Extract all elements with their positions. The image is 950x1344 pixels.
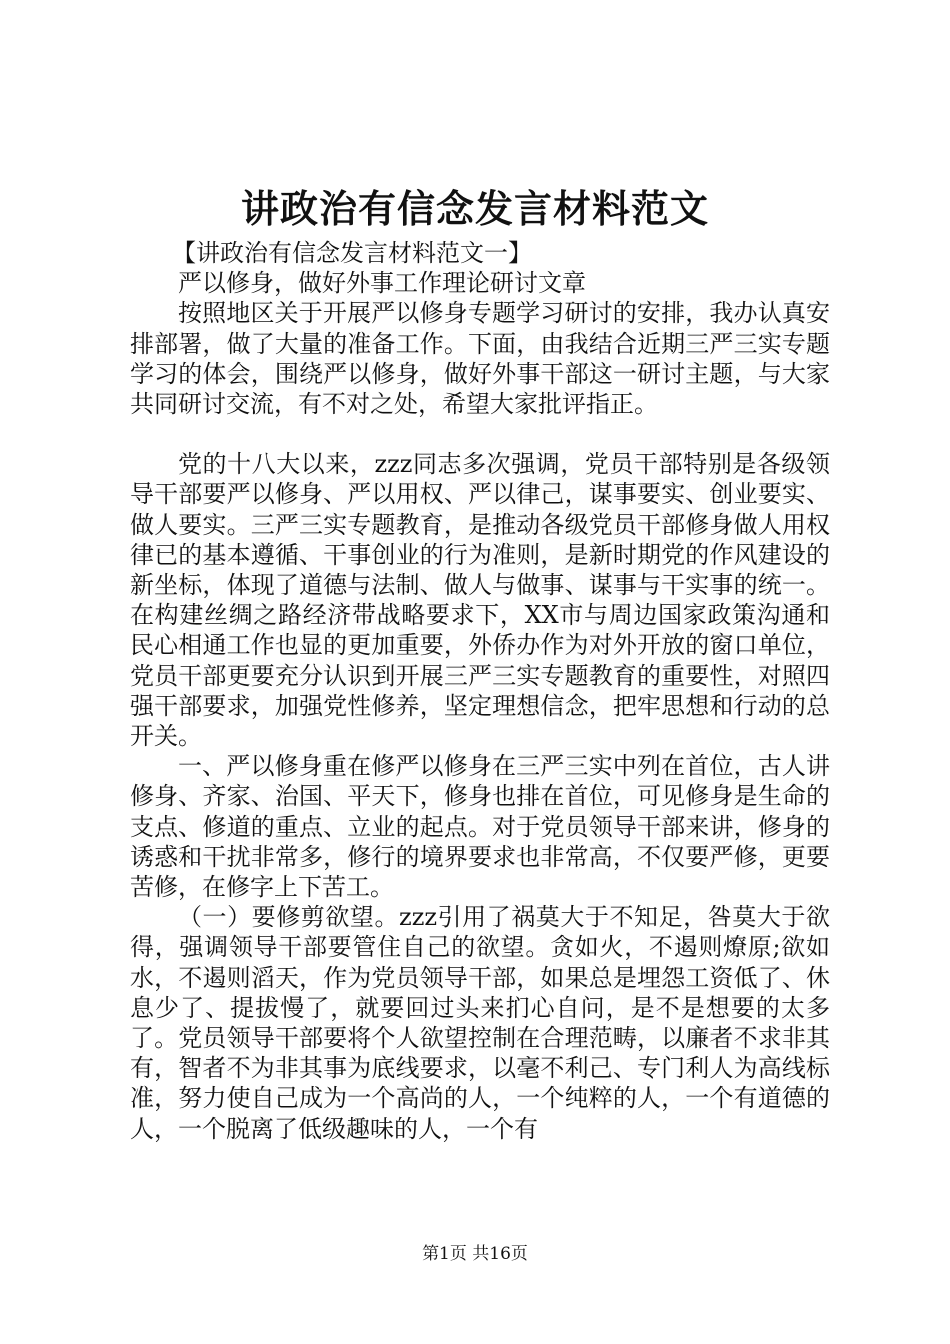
section-heading: 【讲政治有信念发言材料范文一】	[172, 239, 532, 267]
paragraph-section-one: 一、严以修身重在修严以修身在三严三实中列在首位，古人讲修身、齐家、治国、平天下，修身也排在首位，可见修身是生命的支点、修道的重点、立业的起点。对于党员领导干部来讲，修身的诱惑和干扰非常多，修行的境界要求也非常高，不仅要严修，更要苦修，在修字上下苦工。	[130, 752, 830, 902]
paragraph-subtitle: 严以修身，做好外事工作理论研讨文章	[178, 269, 586, 298]
paragraph-subsection-one: （一）要修剪欲望。zzz引用了祸莫大于不知足，咎莫大于欲得，强调领导干部要管住自己的欲望。贪如火，不遏则燎原;欲如水，不遏则滔天，作为党员领导干部，如果总是埋怨工资低了、休息少了、提拔慢了，就要回过头来扪心自问，是不是想要的太多了。党员领导干部要将个人欲望控制在合理范畴，以廉者不求非其有，智者不为非其事为底线要求，以毫不利己、专门利人为高线标准，努力使自己成为一个高尚的人，一个纯粹的人，一个有道德的人，一个脱离了低级趣味的人，一个有	[130, 903, 830, 1143]
paragraph-intro: 按照地区关于开展严以修身专题学习研讨的安排，我办认真安排部署，做了大量的准备工作。下面，由我结合近期三严三实专题学习的体会，围绕严以修身，做好外事干部这一研讨主题，与大家共同研讨交流，有不对之处，希望大家批评指正。	[130, 299, 830, 419]
document-body	[130, 238, 830, 1144]
paragraph-background: 党的十八大以来，zzz同志多次强调，党员干部特别是各级领导干部要严以修身、严以用权、严以律己，谋事要实、创业要实、做人要实。三严三实专题教育，是推动各级党员干部修身做人用权律已的基本遵循、干事创业的行为准则，是新时期党的作风建设的新坐标，体现了道德与法制、做人与做事、谋事与干实事的统一。在构建丝绸之路经济带战略要求下，XX市与周边国家政策沟通和民心相通工作也显的更加重要，外侨办作为对外开放的窗口单位，党员干部更要充分认识到开展三严三实专题教育的重要性，对照四强干部要求，加强党性修养，坚定理想信念，把牢思想和行动的总开关。	[130, 450, 830, 751]
document-title: 讲政治有信念发言材料范文	[240, 186, 709, 231]
page-number-footer: 第1页 共16页	[422, 1244, 528, 1264]
